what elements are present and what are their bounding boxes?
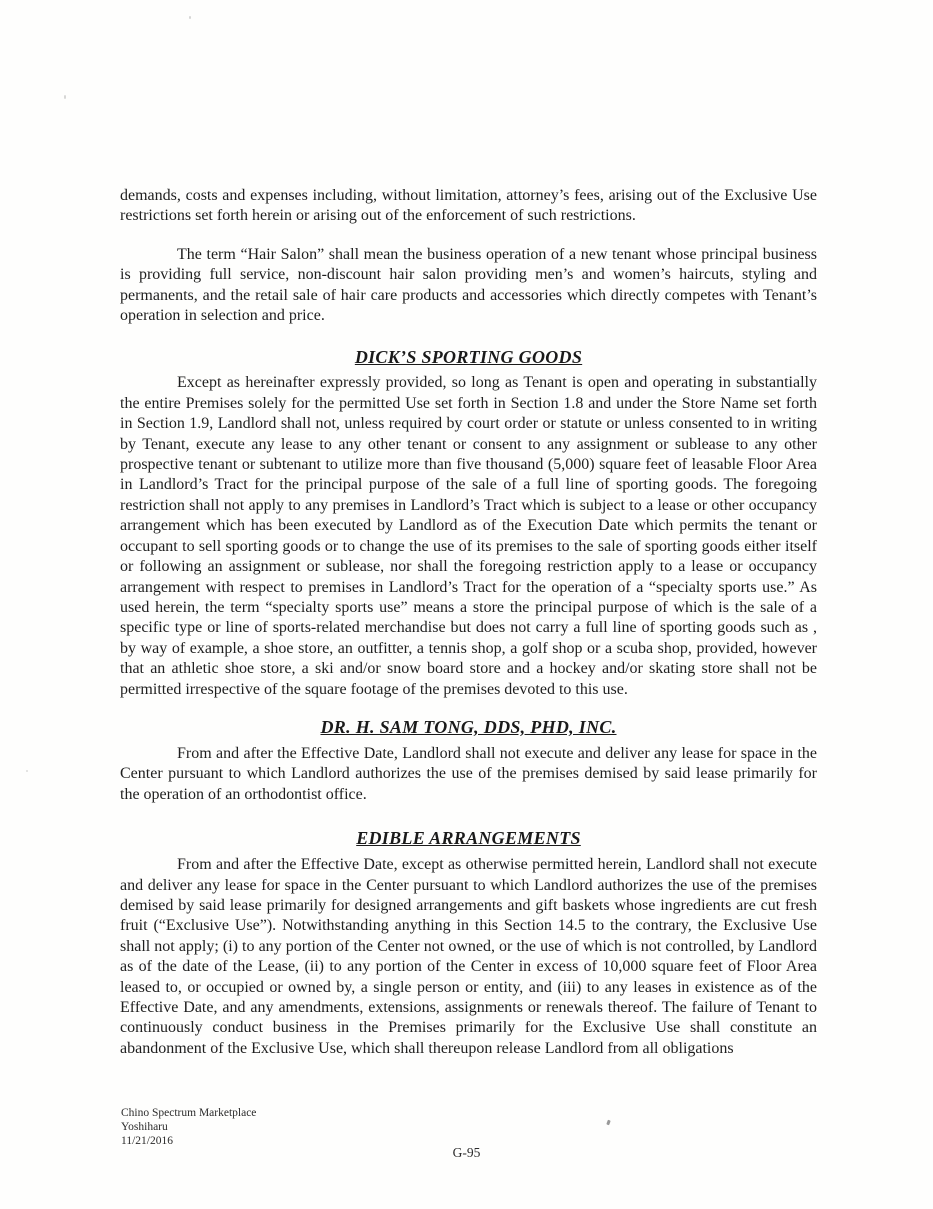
paragraph-hair-salon-definition: The term “Hair Salon” shall mean the business operation of a new tenant whose principal business is providing full service, non-discount hair salon providing men’s and women’s haircuts, styling and permanents, and the retail sale of hair care products and accessories which directly competes with Tenant’s operation in selection and price. xyxy=(120,245,817,325)
section-body-edible-arrangements: From and after the Effective Date, except as otherwise permitted herein, Landlord shall not execute and deliver any lease for space in the Center pursuant to which Landlord authorizes the use of the premises demised by said lease primarily for designed arrangements and gift baskets whose ingredients are cut fresh fruit (“Exclusive Use”). Notwithstanding anything in this Section 14.5 to the contrary, the Exclusive Use shall not apply; (i) to any portion of the Center not owned, or the use of which is not controlled, by Landlord as of the date of the Lease, (ii) to any portion of the Center in excess of 10,000 square feet of Floor Area leased to, or occupied or owned by, a single person or entity, and (iii) to any leases in existence as of the Effective Date, and any amendments, extensions, assignments or renewals thereof. The failure of Tenant to continuously conduct business in the Premises primarily for the Exclusive Use shall constitute an abandonment of the Exclusive Use, which shall thereupon release Landlord from all obligations xyxy=(120,856,817,1057)
scan-speck xyxy=(189,16,191,19)
footer-date: 11/21/2016 xyxy=(121,1135,173,1147)
page-number: G-95 xyxy=(452,1145,481,1160)
section-heading-dicks-sporting-goods: DICK’S SPORTING GOODS xyxy=(354,347,583,368)
section-body-dr-h-sam-tong: From and after the Effective Date, Landlord shall not execute and deliver any lease for space in the Center pursuant to which Landlord authorizes the use of the premises demised by said lease primarily for the operation of an orthodontist office. xyxy=(120,744,817,803)
section-heading-dr-h-sam-tong: DR. H. SAM TONG, DDS, PHD, INC. xyxy=(320,716,617,737)
scan-speck xyxy=(64,95,66,99)
section-body-dicks-sporting-goods: Except as hereinafter expressly provided, so long as Tenant is open and operating in substantially the entire Premises solely for the permitted Use set forth in Section 1.8 and under the Store Name set forth in Section 1.9, Landlord shall not, unless required by court order or statute or unless consented to in writing by Tenant, execute any lease to any other tenant or consent to any assignment or sublease to any other prospective tenant or subtenant to utilize more than five thousand (5,000) square feet of leasable Floor Area in Landlord’s Tract for the principal purpose of the sale of a full line of sporting goods. The foregoing restriction shall not apply to any premises in Landlord’s Tract which is subject to a lease or other occupancy arrangement which has been executed by Landlord as of the Execution Date which permits the tenant or occupant to sell sporting goods or to change the use of its premises to the sale of sporting goods either itself or following an assignment or sublease, nor shall the foregoing restriction apply to a lease or occupancy arrangement with respect to premises in Landlord’s Tract for the operation of a “specialty sports use.” As used herein, the term “specialty sports use” means a store the principal purpose of which is the sale of a specific type or line of sports-related merchandise but does not carry a full line of sporting goods such as , by way of example, a shoe store, an outfitter, a tennis shop, a golf shop or a scuba shop, provided, however that an athletic shoe store, a ski and/or snow board store and a hockey and/or skating store shall not be permitted irrespective of the square footage of the premises devoted to this use. xyxy=(120,374,817,698)
scan-speck xyxy=(26,770,28,772)
document-content xyxy=(120,186,817,1059)
paragraph-continuation: demands, costs and expenses including, without limitation, attorney’s fees, arising out of the Exclusive Use restrictions set forth herein or arising out of the enforcement of such restrictions. xyxy=(120,187,817,225)
footer-project-name: Chino Spectrum Marketplace xyxy=(121,1107,257,1119)
section-heading-edible-arrangements: EDIBLE ARRANGEMENTS xyxy=(356,828,581,849)
scan-speck xyxy=(606,1120,611,1126)
footer-block xyxy=(121,1106,256,1148)
footer-tenant-name: Yoshiharu xyxy=(121,1121,168,1133)
